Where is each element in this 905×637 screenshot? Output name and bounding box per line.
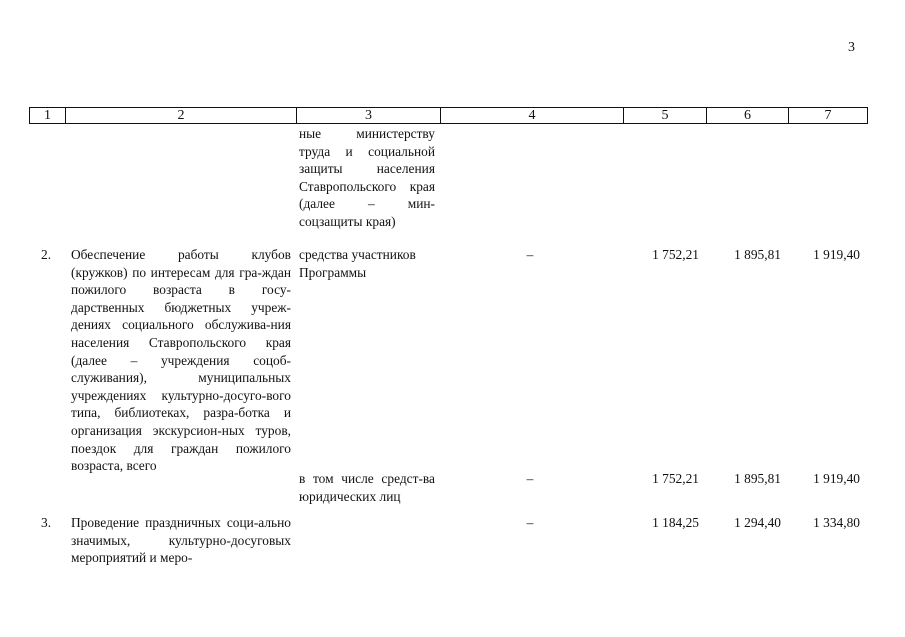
header-col-5: 5 xyxy=(624,108,707,123)
row-source: средства участников Программы xyxy=(299,247,416,280)
page-number: 3 xyxy=(848,40,855,55)
header-col-1: 1 xyxy=(30,108,66,123)
row-col4: – xyxy=(526,247,534,262)
header-col-3: 3 xyxy=(297,108,441,123)
row-col4: – xyxy=(526,471,534,486)
row-col6: 1 895,81 xyxy=(734,247,781,262)
row-number: 3. xyxy=(41,515,52,530)
header-col-7: 7 xyxy=(824,108,832,123)
row-col5: 1 184,25 xyxy=(652,515,699,530)
header-col-4: 4 xyxy=(441,108,624,123)
row-col5: 1 752,21 xyxy=(652,471,699,486)
row-col5: 1 752,21 xyxy=(652,247,699,262)
row-source: ные министерству труда и социальной защиты населения Ставропольского края (далее – мин-соцзащиты края) xyxy=(299,126,435,229)
row-col4: – xyxy=(526,515,534,530)
row-number: 2. xyxy=(41,247,52,262)
row-col6: 1 895,81 xyxy=(734,471,781,486)
row-col7: 1 334,80 xyxy=(813,515,860,530)
row-col7: 1 919,40 xyxy=(813,471,860,486)
header-col-6: 6 xyxy=(707,108,789,123)
header-col-2: 2 xyxy=(66,108,297,123)
row-description: Обеспечение работы клубов (кружков) по интересам для гра-ждан пожилого возраста в госу-дарственных бюджетных учреж-дениях социального обслужива-ния населения Ставропольского края (далее – учреждения соцоб-служивания), муниципальных учреждениях культурно-досуго-вого типа, библиотеках, разра-ботка и организация экскурсион-ных туров, поездок для граждан пожилого возраста, всего xyxy=(71,247,291,474)
row-description: Проведение праздничных соци-ально значимых, культурно-досуговых мероприятий и меро- xyxy=(71,515,291,566)
row-source: в том числе средст-ва юридических лиц xyxy=(299,471,435,504)
row-col7: 1 919,40 xyxy=(813,247,860,262)
table-header-row xyxy=(29,107,868,124)
row-col6: 1 294,40 xyxy=(734,515,781,530)
